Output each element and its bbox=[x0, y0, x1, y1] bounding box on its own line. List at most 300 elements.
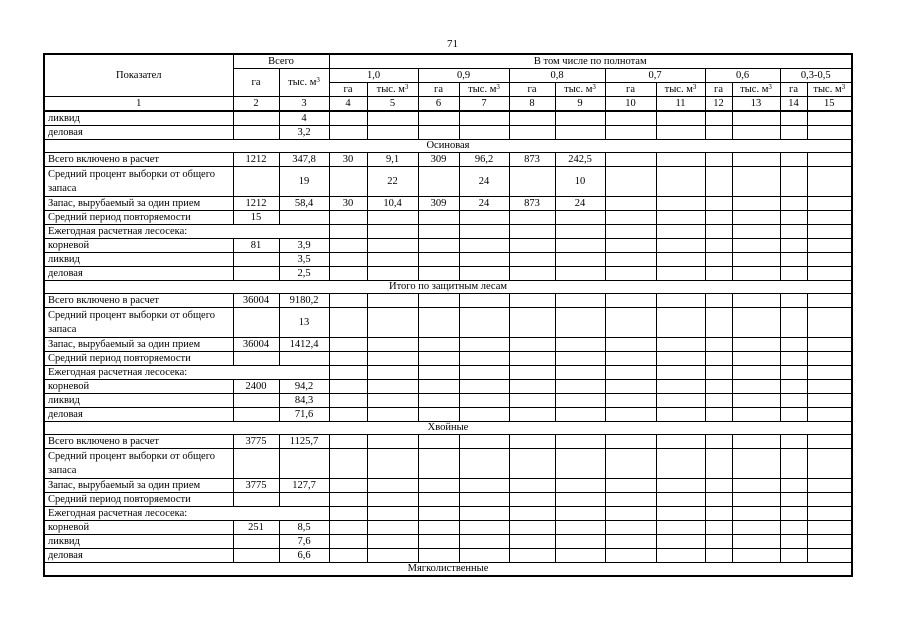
table-cell bbox=[807, 352, 852, 366]
table-cell bbox=[656, 338, 705, 352]
table-cell: 19 bbox=[279, 167, 329, 197]
unit-volume: тыс. $м^3$ bbox=[732, 83, 780, 97]
table-cell: 1125,7 bbox=[279, 435, 329, 449]
table-cell bbox=[656, 211, 705, 225]
unit-ha: га bbox=[329, 83, 367, 97]
table-cell bbox=[705, 253, 732, 267]
table-cell bbox=[509, 449, 555, 479]
column-number: 14 bbox=[780, 97, 807, 112]
table-cell bbox=[605, 126, 656, 140]
table-cell bbox=[656, 507, 705, 521]
table-cell bbox=[555, 366, 605, 380]
table-cell bbox=[555, 111, 605, 126]
table-row bbox=[44, 225, 852, 239]
table-cell bbox=[732, 211, 780, 225]
table-cell bbox=[509, 352, 555, 366]
table-cell bbox=[605, 366, 656, 380]
table-cell bbox=[459, 253, 509, 267]
table-cell bbox=[705, 507, 732, 521]
table-cell bbox=[555, 535, 605, 549]
table-row bbox=[44, 535, 852, 549]
table-cell bbox=[233, 126, 279, 140]
table-body bbox=[44, 111, 852, 576]
table-cell bbox=[732, 111, 780, 126]
column-number-row bbox=[44, 97, 852, 112]
table-cell bbox=[656, 126, 705, 140]
table-cell bbox=[509, 435, 555, 449]
table-cell bbox=[367, 239, 418, 253]
table-cell bbox=[780, 239, 807, 253]
table-cell bbox=[367, 267, 418, 281]
table-row bbox=[44, 253, 852, 267]
section-title: Осиновая bbox=[44, 140, 852, 153]
table-cell bbox=[509, 338, 555, 352]
table-cell bbox=[705, 126, 732, 140]
table-cell bbox=[555, 493, 605, 507]
table-row bbox=[44, 352, 852, 366]
table-cell bbox=[656, 408, 705, 422]
table-cell bbox=[780, 549, 807, 563]
table-cell bbox=[459, 535, 509, 549]
table-cell bbox=[732, 435, 780, 449]
table-cell bbox=[329, 449, 367, 479]
table-cell bbox=[807, 239, 852, 253]
table-row bbox=[44, 366, 852, 380]
table-cell bbox=[732, 549, 780, 563]
table-cell bbox=[329, 394, 367, 408]
table-cell bbox=[329, 549, 367, 563]
table-cell bbox=[459, 408, 509, 422]
table-cell bbox=[367, 366, 418, 380]
unit-ha: га bbox=[705, 83, 732, 97]
table-cell bbox=[705, 211, 732, 225]
table-cell bbox=[329, 267, 367, 281]
table-cell bbox=[418, 549, 459, 563]
table-cell bbox=[780, 126, 807, 140]
table-cell bbox=[732, 479, 780, 493]
table-cell bbox=[656, 239, 705, 253]
table-cell bbox=[509, 126, 555, 140]
table-cell bbox=[367, 380, 418, 394]
table-cell bbox=[329, 435, 367, 449]
table-cell: 13 bbox=[279, 308, 329, 338]
table-cell bbox=[656, 521, 705, 535]
table-row bbox=[44, 521, 852, 535]
table-cell bbox=[605, 197, 656, 211]
table-cell bbox=[807, 479, 852, 493]
table-cell: 347,8 bbox=[279, 153, 329, 167]
table-cell bbox=[732, 493, 780, 507]
row-label: Средний период повторяемости bbox=[44, 211, 233, 225]
table-cell bbox=[367, 535, 418, 549]
table-cell bbox=[233, 449, 279, 479]
table-row bbox=[44, 507, 852, 521]
row-label: Запас, вырубаемый за один прием bbox=[44, 479, 233, 493]
table-cell bbox=[732, 167, 780, 197]
column-number: 15 bbox=[807, 97, 852, 112]
table-cell bbox=[233, 308, 279, 338]
column-number: 3 bbox=[279, 97, 329, 112]
table-cell bbox=[555, 211, 605, 225]
header-indicator: Показател bbox=[44, 54, 233, 97]
table-cell bbox=[780, 338, 807, 352]
table-cell bbox=[418, 338, 459, 352]
table-cell bbox=[780, 521, 807, 535]
row-label: ликвид bbox=[44, 111, 233, 126]
table-cell bbox=[279, 449, 329, 479]
table-cell bbox=[780, 211, 807, 225]
table-cell bbox=[418, 211, 459, 225]
table-cell bbox=[233, 493, 279, 507]
table-cell bbox=[367, 435, 418, 449]
table-cell bbox=[555, 294, 605, 308]
table-cell bbox=[807, 167, 852, 197]
table-row bbox=[44, 308, 852, 338]
table-cell bbox=[605, 408, 656, 422]
table-cell bbox=[459, 352, 509, 366]
table-cell bbox=[418, 435, 459, 449]
table-cell bbox=[780, 449, 807, 479]
row-label: Всего включено в расчет bbox=[44, 294, 233, 308]
table-cell bbox=[418, 449, 459, 479]
table-cell: 24 bbox=[459, 167, 509, 197]
table-cell bbox=[459, 549, 509, 563]
unit-ha: га bbox=[605, 83, 656, 97]
table-cell: 1212 bbox=[233, 197, 279, 211]
column-number: 13 bbox=[732, 97, 780, 112]
table-cell bbox=[509, 366, 555, 380]
table-cell bbox=[705, 394, 732, 408]
table-cell bbox=[329, 167, 367, 197]
table-cell bbox=[367, 521, 418, 535]
table-cell bbox=[656, 253, 705, 267]
column-number: 2 bbox=[233, 97, 279, 112]
table-header bbox=[44, 54, 852, 111]
table-cell bbox=[459, 308, 509, 338]
table-cell bbox=[656, 449, 705, 479]
table-cell bbox=[780, 479, 807, 493]
table-cell bbox=[705, 521, 732, 535]
table-cell bbox=[807, 366, 852, 380]
table-cell bbox=[656, 380, 705, 394]
table-cell bbox=[705, 308, 732, 338]
row-label: Средний период повторяемости bbox=[44, 493, 233, 507]
table-cell bbox=[780, 167, 807, 197]
table-cell bbox=[233, 111, 279, 126]
table-cell: 36004 bbox=[233, 294, 279, 308]
table-cell bbox=[732, 394, 780, 408]
table-cell bbox=[732, 267, 780, 281]
table-row bbox=[44, 267, 852, 281]
column-number: 8 bbox=[509, 97, 555, 112]
row-label: ликвид bbox=[44, 535, 233, 549]
table-cell bbox=[605, 507, 656, 521]
page-number: 71 bbox=[447, 38, 458, 50]
table-cell bbox=[807, 435, 852, 449]
table-cell bbox=[367, 338, 418, 352]
table-cell bbox=[807, 211, 852, 225]
column-number: 5 bbox=[367, 97, 418, 112]
table-cell bbox=[233, 408, 279, 422]
table-cell: 3,9 bbox=[279, 239, 329, 253]
table-cell bbox=[509, 535, 555, 549]
table-cell: 7,6 bbox=[279, 535, 329, 549]
table-cell bbox=[605, 352, 656, 366]
table-cell bbox=[418, 493, 459, 507]
table-cell bbox=[705, 111, 732, 126]
table-cell bbox=[656, 197, 705, 211]
table-cell bbox=[780, 394, 807, 408]
table-cell bbox=[780, 366, 807, 380]
table-cell bbox=[656, 352, 705, 366]
table-cell bbox=[605, 153, 656, 167]
table-cell bbox=[732, 253, 780, 267]
table-cell bbox=[418, 308, 459, 338]
table-cell bbox=[807, 267, 852, 281]
table-cell bbox=[367, 479, 418, 493]
table-row bbox=[44, 211, 852, 225]
column-number: 4 bbox=[329, 97, 367, 112]
table-cell bbox=[605, 549, 656, 563]
table-cell bbox=[555, 449, 605, 479]
section-title: Мягколиственные bbox=[44, 563, 852, 577]
table-row bbox=[44, 338, 852, 352]
table-cell bbox=[459, 521, 509, 535]
table-cell bbox=[418, 225, 459, 239]
table-cell bbox=[605, 493, 656, 507]
table-cell bbox=[418, 521, 459, 535]
column-number: 11 bbox=[656, 97, 705, 112]
table-cell bbox=[233, 394, 279, 408]
table-cell bbox=[418, 239, 459, 253]
table-cell: 96,2 bbox=[459, 153, 509, 167]
density-header: 0,8 bbox=[509, 69, 605, 83]
table-cell bbox=[509, 167, 555, 197]
table-cell bbox=[705, 435, 732, 449]
table-cell bbox=[367, 111, 418, 126]
row-label: деловая bbox=[44, 549, 233, 563]
table-cell bbox=[705, 167, 732, 197]
table-cell bbox=[732, 126, 780, 140]
table-cell bbox=[509, 111, 555, 126]
table-cell bbox=[807, 535, 852, 549]
header-total: Всего bbox=[233, 54, 329, 69]
table-cell bbox=[233, 535, 279, 549]
table-cell bbox=[555, 225, 605, 239]
density-header: 0,9 bbox=[418, 69, 509, 83]
table-cell bbox=[459, 435, 509, 449]
table-cell bbox=[605, 521, 656, 535]
table-cell bbox=[605, 535, 656, 549]
table-cell bbox=[732, 408, 780, 422]
table-cell bbox=[418, 267, 459, 281]
table-cell bbox=[605, 294, 656, 308]
table-cell bbox=[367, 126, 418, 140]
table-cell bbox=[418, 294, 459, 308]
table-cell bbox=[605, 167, 656, 197]
table-row bbox=[44, 549, 852, 563]
table-cell bbox=[656, 153, 705, 167]
table-cell bbox=[418, 408, 459, 422]
table-cell bbox=[459, 111, 509, 126]
table-cell bbox=[329, 111, 367, 126]
table-cell bbox=[233, 253, 279, 267]
table-cell: 9,1 bbox=[367, 153, 418, 167]
table-row bbox=[44, 197, 852, 211]
table-cell bbox=[509, 225, 555, 239]
unit-volume: тыс. $м^3$ bbox=[367, 83, 418, 97]
table-cell bbox=[329, 294, 367, 308]
table-cell bbox=[509, 394, 555, 408]
unit-volume: тыс. $м^3$ bbox=[459, 83, 509, 97]
table-cell bbox=[367, 493, 418, 507]
table-cell bbox=[732, 153, 780, 167]
table-cell: 127,7 bbox=[279, 479, 329, 493]
table-cell bbox=[459, 394, 509, 408]
table-cell bbox=[705, 239, 732, 253]
table-cell: 30 bbox=[329, 153, 367, 167]
column-number: 12 bbox=[705, 97, 732, 112]
table-cell bbox=[459, 366, 509, 380]
table-cell bbox=[807, 153, 852, 167]
table-cell bbox=[780, 435, 807, 449]
column-number: 7 bbox=[459, 97, 509, 112]
table-cell: 24 bbox=[555, 197, 605, 211]
row-label: Запас, вырубаемый за один прием bbox=[44, 197, 233, 211]
table-cell bbox=[780, 294, 807, 308]
table-cell bbox=[555, 352, 605, 366]
table-cell bbox=[656, 111, 705, 126]
table-row bbox=[44, 394, 852, 408]
table-cell bbox=[233, 167, 279, 197]
table-row bbox=[44, 111, 852, 126]
table-cell bbox=[807, 253, 852, 267]
row-label: Всего включено в расчет bbox=[44, 153, 233, 167]
table-cell: 4 bbox=[279, 111, 329, 126]
table-cell bbox=[732, 521, 780, 535]
table-cell bbox=[367, 449, 418, 479]
table-cell bbox=[329, 493, 367, 507]
table-cell bbox=[459, 449, 509, 479]
table-cell bbox=[418, 380, 459, 394]
table-cell bbox=[555, 308, 605, 338]
table-cell bbox=[233, 267, 279, 281]
table-cell bbox=[509, 294, 555, 308]
row-label: деловая bbox=[44, 126, 233, 140]
table-row bbox=[44, 493, 852, 507]
table-cell bbox=[605, 479, 656, 493]
column-number: 1 bbox=[44, 97, 233, 112]
section-header-row bbox=[44, 281, 852, 294]
table-cell bbox=[705, 267, 732, 281]
table-cell bbox=[807, 111, 852, 126]
table-cell bbox=[329, 408, 367, 422]
table-cell bbox=[605, 435, 656, 449]
table-cell bbox=[732, 366, 780, 380]
table-cell bbox=[732, 225, 780, 239]
table-cell bbox=[732, 449, 780, 479]
table-cell bbox=[656, 435, 705, 449]
table-cell bbox=[705, 338, 732, 352]
table-cell bbox=[509, 408, 555, 422]
table-cell bbox=[329, 521, 367, 535]
table-cell: 84,3 bbox=[279, 394, 329, 408]
table-cell bbox=[555, 408, 605, 422]
table-cell: 1212 bbox=[233, 153, 279, 167]
table-cell bbox=[780, 153, 807, 167]
table-cell bbox=[807, 521, 852, 535]
unit-volume: тыс. $м^3$ bbox=[656, 83, 705, 97]
table-cell: 81 bbox=[233, 239, 279, 253]
table-row bbox=[44, 408, 852, 422]
table-row bbox=[44, 449, 852, 479]
table-cell bbox=[418, 352, 459, 366]
table-row bbox=[44, 239, 852, 253]
table-cell bbox=[555, 507, 605, 521]
table-cell bbox=[329, 380, 367, 394]
table-cell bbox=[418, 535, 459, 549]
density-header: 0,6 bbox=[705, 69, 780, 83]
table-cell bbox=[367, 549, 418, 563]
table-cell bbox=[780, 380, 807, 394]
table-row bbox=[44, 380, 852, 394]
table-cell bbox=[329, 366, 367, 380]
table-cell bbox=[732, 507, 780, 521]
table-cell: 2400 bbox=[233, 380, 279, 394]
table-cell bbox=[807, 308, 852, 338]
table-cell bbox=[509, 211, 555, 225]
table-cell bbox=[705, 535, 732, 549]
table-cell bbox=[656, 366, 705, 380]
table-cell bbox=[367, 308, 418, 338]
table-cell bbox=[329, 479, 367, 493]
table-cell: 3,2 bbox=[279, 126, 329, 140]
density-header: 0,7 bbox=[605, 69, 705, 83]
table-cell bbox=[367, 394, 418, 408]
table-cell: 71,6 bbox=[279, 408, 329, 422]
table-cell bbox=[233, 549, 279, 563]
unit-ha: га bbox=[780, 83, 807, 97]
table-cell: 9180,2 bbox=[279, 294, 329, 308]
table-cell bbox=[509, 380, 555, 394]
table-cell: 3775 bbox=[233, 435, 279, 449]
table-cell: 873 bbox=[509, 197, 555, 211]
table-cell bbox=[656, 479, 705, 493]
table-cell bbox=[705, 197, 732, 211]
table-cell bbox=[780, 352, 807, 366]
row-label: Ежегодная расчетная лесосека: bbox=[44, 507, 329, 521]
table-cell bbox=[509, 521, 555, 535]
table-cell bbox=[367, 225, 418, 239]
table-cell bbox=[605, 211, 656, 225]
row-label: Средний процент выборки от общего запаса bbox=[44, 308, 233, 338]
table-cell bbox=[780, 493, 807, 507]
unit-volume: тыс. $м^3$ bbox=[807, 83, 852, 97]
table-cell bbox=[732, 338, 780, 352]
table-cell bbox=[807, 294, 852, 308]
allowable-cut-table bbox=[43, 53, 853, 577]
table-cell bbox=[418, 507, 459, 521]
table-cell bbox=[780, 253, 807, 267]
table-cell bbox=[705, 153, 732, 167]
table-cell bbox=[418, 126, 459, 140]
table-cell bbox=[780, 308, 807, 338]
table-cell bbox=[509, 308, 555, 338]
section-header-row bbox=[44, 140, 852, 153]
table-cell: 309 bbox=[418, 197, 459, 211]
table-row bbox=[44, 435, 852, 449]
table-cell bbox=[329, 253, 367, 267]
